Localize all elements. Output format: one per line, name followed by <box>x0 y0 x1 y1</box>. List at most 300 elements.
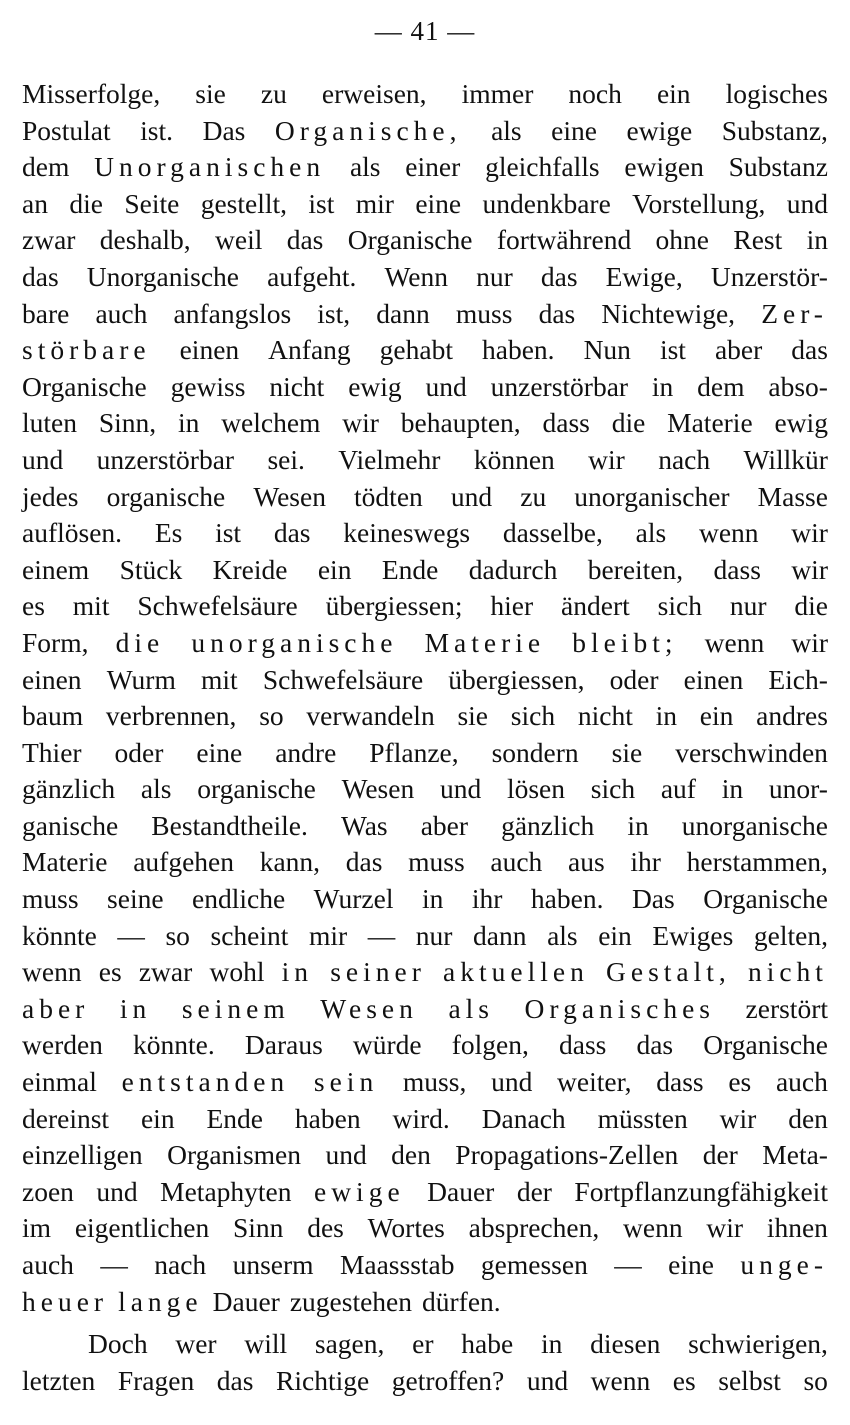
word: Meta- <box>762 1139 828 1171</box>
word: Masse <box>757 480 828 512</box>
word: unorganische <box>681 809 828 841</box>
word: dem <box>697 370 745 402</box>
text-line <box>22 222 828 259</box>
word: unge- <box>740 1249 828 1280</box>
body-text <box>22 76 828 1399</box>
word: in <box>721 773 744 805</box>
word: das <box>345 846 383 878</box>
word: Eich- <box>768 663 828 695</box>
word: lange <box>118 1285 203 1317</box>
word: Pflanze, <box>369 736 459 768</box>
word: ewige <box>313 1175 405 1207</box>
word: eine <box>551 114 597 146</box>
text-line <box>22 771 828 808</box>
word: die <box>794 590 828 622</box>
word: baum <box>22 700 84 732</box>
word: in <box>540 1328 563 1360</box>
word: können <box>473 443 555 475</box>
word: Stück <box>119 553 183 585</box>
word: eine <box>415 187 462 219</box>
word: mir <box>308 919 348 951</box>
word: hier <box>490 590 534 622</box>
word: nach <box>154 1249 207 1280</box>
word: könnte <box>22 919 97 951</box>
word: übergiessen; <box>325 590 463 622</box>
word: luten <box>22 407 77 439</box>
word: auch <box>490 846 543 878</box>
word: dass <box>542 407 590 439</box>
word: — <box>100 1249 128 1280</box>
word: ist <box>215 517 242 549</box>
word: diesen <box>590 1328 661 1360</box>
word: gemessen <box>480 1249 588 1280</box>
word: mit <box>72 590 110 622</box>
word: zwar <box>22 224 76 256</box>
word: verschwinden <box>675 736 828 768</box>
word: ewige <box>626 114 693 146</box>
word: scheint <box>210 919 289 951</box>
text-line <box>22 881 828 918</box>
text-line <box>22 991 828 1028</box>
word: so <box>259 700 284 732</box>
word: dürfen. <box>422 1285 501 1317</box>
word: im <box>22 1212 52 1244</box>
word: oder <box>114 736 164 768</box>
word: haben. <box>530 883 604 915</box>
word: wir <box>719 1102 757 1134</box>
word: Organische <box>22 370 147 402</box>
word: ohne <box>655 224 710 256</box>
word: und <box>425 370 467 402</box>
word: eigentlichen <box>74 1212 210 1244</box>
word: Substanz <box>728 151 828 183</box>
word: nicht <box>747 956 828 988</box>
word: Sinn <box>232 1212 284 1244</box>
word: seine <box>107 883 164 915</box>
text-line <box>22 1326 828 1363</box>
text-line <box>22 1210 828 1247</box>
word: gänzlich <box>501 809 595 841</box>
word: Wesen <box>341 773 415 805</box>
word: ihr <box>630 846 661 878</box>
word: Was <box>340 809 388 841</box>
word: wenn <box>698 517 759 549</box>
word: habe <box>461 1328 514 1360</box>
word: sein <box>313 1066 379 1098</box>
word: Ewiges <box>652 919 734 951</box>
word: nur <box>476 260 513 292</box>
word: sei. <box>267 443 305 475</box>
word: weil <box>215 224 263 256</box>
word: aufgehen <box>133 846 234 878</box>
word: in <box>655 700 678 732</box>
word: dem <box>22 151 70 183</box>
word: behaupten, <box>400 407 521 439</box>
word: aber <box>714 334 763 366</box>
word: Organische <box>347 224 473 256</box>
word: dass <box>713 553 761 585</box>
word: unzerstörbar <box>490 370 629 402</box>
word: Propagations-Zellen <box>455 1139 679 1171</box>
text-line <box>22 369 828 406</box>
word: Materie <box>667 407 753 439</box>
word: Anfang <box>268 334 351 366</box>
word: Fragen <box>117 1364 195 1396</box>
word: Das <box>631 883 675 915</box>
text-line <box>22 625 828 662</box>
word: einzelligen <box>22 1139 143 1171</box>
word: Rest <box>733 224 783 256</box>
word: eine <box>668 1249 714 1280</box>
word: das <box>273 517 311 549</box>
word: Dauer <box>212 1285 280 1317</box>
word: ein <box>656 78 691 109</box>
word: Nun <box>583 334 631 366</box>
word: einem <box>22 553 90 585</box>
word: es <box>728 1066 752 1098</box>
word: in <box>421 883 444 915</box>
word: dadurch <box>468 553 558 585</box>
word: Wesen <box>253 480 326 512</box>
word: Seite <box>124 187 180 219</box>
text-line <box>22 113 828 150</box>
word: als <box>349 151 381 183</box>
word: Postulat <box>22 114 111 146</box>
word: einen <box>22 663 82 695</box>
word: zu <box>260 78 287 109</box>
word: muss <box>22 883 79 915</box>
word: ein <box>699 700 734 732</box>
text-line <box>22 808 828 845</box>
word: gestellt, <box>200 187 288 219</box>
word: aktuellen <box>443 956 589 988</box>
word: — <box>367 919 396 951</box>
word: und <box>439 773 482 805</box>
word: Fortpflanzungfähigkeit <box>574 1175 828 1207</box>
page-number: — 41 — <box>374 16 476 46</box>
word: muss, <box>402 1066 467 1098</box>
text-line <box>22 552 828 589</box>
word: den <box>788 1102 828 1134</box>
word: will <box>244 1328 288 1360</box>
word: als <box>448 992 494 1024</box>
word: Ende <box>206 1102 263 1134</box>
word: muss <box>408 846 465 878</box>
word: die <box>69 187 103 219</box>
word: Willkür <box>743 443 828 475</box>
word: Wurm <box>106 663 176 695</box>
word: in <box>281 956 314 988</box>
word: einen <box>683 663 744 695</box>
word: wir <box>791 517 828 549</box>
text-line <box>22 405 828 442</box>
word: Richtige <box>276 1364 370 1396</box>
word: dasselbe, <box>502 517 603 549</box>
word: Misserfolge, <box>22 78 161 109</box>
word: an <box>22 187 48 219</box>
word: aus <box>568 846 605 878</box>
word: wir <box>791 553 828 585</box>
word: wenn <box>590 1364 651 1396</box>
word: es <box>98 956 122 988</box>
word: in <box>627 809 649 841</box>
word: den <box>391 1139 431 1171</box>
word: zwar <box>138 956 193 988</box>
word: als <box>491 114 522 146</box>
word: schwierigen, <box>688 1328 828 1360</box>
text-line <box>22 844 828 881</box>
word: Dauer <box>427 1175 495 1207</box>
word: Organische <box>703 883 828 915</box>
word: unorganischer <box>574 480 730 512</box>
word: einmal <box>22 1066 97 1098</box>
word: wir <box>706 1212 744 1244</box>
word: Organisches <box>524 992 715 1024</box>
word: auch <box>22 1249 74 1280</box>
word: Daraus <box>244 1029 323 1061</box>
word: — <box>117 919 145 951</box>
word: es <box>672 1364 696 1396</box>
word: bare <box>22 297 70 329</box>
word: logisches <box>725 78 828 109</box>
word: die <box>611 407 646 439</box>
word: Zer- <box>761 297 828 329</box>
word: er <box>412 1328 434 1360</box>
word: Materie <box>22 846 108 878</box>
word: zu <box>520 480 547 512</box>
word: zoen <box>22 1175 74 1207</box>
text-line <box>22 1363 828 1400</box>
word: sich <box>657 590 702 622</box>
word: gleichfalls <box>485 151 600 183</box>
word: und <box>96 1175 138 1207</box>
word: zerstört <box>745 992 828 1024</box>
word: erweisen, <box>321 78 427 109</box>
word: seinem <box>181 992 290 1024</box>
word: aber <box>420 809 469 841</box>
word: entstanden <box>121 1066 290 1098</box>
word: Es <box>154 517 183 549</box>
word: Bestandtheile. <box>151 809 308 841</box>
word: das <box>286 224 324 256</box>
word: absprechen, <box>468 1212 600 1244</box>
word: der <box>516 1175 552 1207</box>
word: Sinn, <box>98 407 157 439</box>
word: unserm <box>232 1249 314 1280</box>
word: sie <box>611 736 643 768</box>
word: Metaphyten <box>160 1175 292 1207</box>
word: Das <box>202 114 246 146</box>
word: Unorganische <box>86 260 239 292</box>
word: so <box>803 1364 828 1396</box>
word: ist. <box>140 114 174 146</box>
word: das <box>22 260 59 292</box>
word: Materie <box>424 626 546 658</box>
text-line <box>22 296 828 333</box>
word: ganische <box>22 809 119 841</box>
word: dass <box>558 1029 607 1061</box>
word: Schwefelsäure <box>262 663 424 695</box>
word: Danach <box>481 1102 566 1134</box>
word: in <box>651 370 674 402</box>
word: Organische, <box>274 114 462 146</box>
word: und <box>491 1066 533 1098</box>
word: Thier <box>22 736 82 768</box>
word: in <box>119 992 152 1024</box>
word: folgen, <box>451 1029 529 1061</box>
word: getroffen? <box>391 1364 505 1396</box>
text-line <box>22 588 828 625</box>
text-line <box>22 1284 828 1321</box>
word: wir <box>342 407 379 439</box>
word: ein <box>140 1102 175 1134</box>
word: gänzlich <box>22 773 116 805</box>
word: nur <box>415 919 453 951</box>
word: könnte. <box>133 1029 215 1061</box>
word: keineswegs <box>343 517 471 549</box>
word: einer <box>405 151 461 183</box>
word: eine <box>196 736 243 768</box>
word: Form, <box>22 626 89 658</box>
word: und <box>450 480 493 512</box>
word: unorganische <box>191 626 398 658</box>
text-line <box>22 479 828 516</box>
word: Vielmehr <box>338 443 441 475</box>
word: haben <box>294 1102 361 1134</box>
text-line <box>22 1137 828 1174</box>
word: Kreide <box>212 553 288 585</box>
word: wir <box>791 626 828 658</box>
word: des <box>307 1212 344 1244</box>
word: sie <box>195 78 226 109</box>
word: sich <box>590 773 636 805</box>
word: gewiss <box>170 370 246 402</box>
text-line <box>22 442 828 479</box>
word: in <box>806 224 828 256</box>
word: wird. <box>392 1102 450 1134</box>
word: als <box>635 517 667 549</box>
word: noch <box>568 78 622 109</box>
text-line <box>22 735 828 772</box>
word: gehabt <box>379 334 453 366</box>
word: Nichtewige, <box>601 297 736 329</box>
word: jedes <box>22 480 79 512</box>
text-line <box>22 76 828 113</box>
word: heuer <box>22 1285 109 1317</box>
word: das <box>791 334 828 366</box>
word: Ende <box>381 553 439 585</box>
word: ewigen <box>624 151 704 183</box>
word: organische <box>106 480 226 512</box>
word: ist <box>659 334 686 366</box>
text-line <box>22 259 828 296</box>
word: selbst <box>718 1364 781 1396</box>
word: und <box>786 187 828 219</box>
word: bleibt; <box>572 626 678 658</box>
word: abso- <box>768 370 828 402</box>
word: Wesen <box>320 992 418 1024</box>
word: sie <box>457 700 489 732</box>
word: muss <box>455 297 513 329</box>
word: als <box>140 773 172 805</box>
word: ewig <box>348 370 402 402</box>
word: ist, <box>317 297 351 329</box>
text-line <box>22 918 828 955</box>
word: ihr <box>471 883 503 915</box>
word: andre <box>275 736 337 768</box>
word: ein <box>598 919 632 951</box>
word: zugestehen <box>289 1285 412 1317</box>
text-line <box>22 954 828 991</box>
word: wer <box>175 1328 217 1360</box>
text-line <box>22 515 828 552</box>
word: das <box>538 297 576 329</box>
word: nur <box>729 590 767 622</box>
word: und <box>325 1139 367 1171</box>
word: deshalb, <box>99 224 191 256</box>
word: dann <box>473 919 527 951</box>
word: Substanz, <box>721 114 828 146</box>
word: organische <box>197 773 316 805</box>
word: Wortes <box>367 1212 445 1244</box>
word: ihnen <box>766 1212 828 1244</box>
word: auf <box>660 773 696 805</box>
word: immer <box>461 78 534 109</box>
word: müssten <box>597 1102 688 1134</box>
word: Gestalt, <box>606 956 731 988</box>
text-line <box>22 1174 828 1211</box>
word: wohl <box>209 956 265 988</box>
text-line <box>22 1247 828 1284</box>
word: andres <box>756 700 828 732</box>
word: ewig <box>774 407 828 439</box>
word: Maassstab <box>339 1249 455 1280</box>
word: ist <box>308 187 335 219</box>
word: herstammen, <box>686 846 828 878</box>
word: wenn <box>22 956 82 988</box>
word: tödten <box>354 480 423 512</box>
word: unor- <box>768 773 828 805</box>
word: welchem <box>221 407 321 439</box>
word: fortwährend <box>496 224 632 256</box>
word: mit <box>201 663 238 695</box>
text-line <box>22 662 828 699</box>
word: Organische <box>703 1029 828 1061</box>
word: Unorganischen <box>94 151 326 183</box>
word: und <box>526 1364 569 1396</box>
word: ein <box>317 553 352 585</box>
word: dann <box>376 297 430 329</box>
word: oder <box>609 663 659 695</box>
word: sagen, <box>314 1328 385 1360</box>
word: nicht <box>269 370 325 402</box>
word: wenn <box>623 1212 683 1244</box>
word: verbrennen, <box>105 700 237 732</box>
word: Wenn <box>384 260 448 292</box>
word: Ewige, <box>605 260 683 292</box>
text-line <box>22 186 828 223</box>
word: verwandeln <box>306 700 435 732</box>
word: als <box>547 919 578 951</box>
word: und <box>22 443 64 475</box>
word: bereiten, <box>587 553 684 585</box>
word: dereinst <box>22 1102 110 1134</box>
word: in <box>177 407 200 439</box>
text-line <box>22 332 828 369</box>
text-line <box>22 1101 828 1138</box>
text-line <box>22 1027 828 1064</box>
word: störbare <box>22 334 151 366</box>
